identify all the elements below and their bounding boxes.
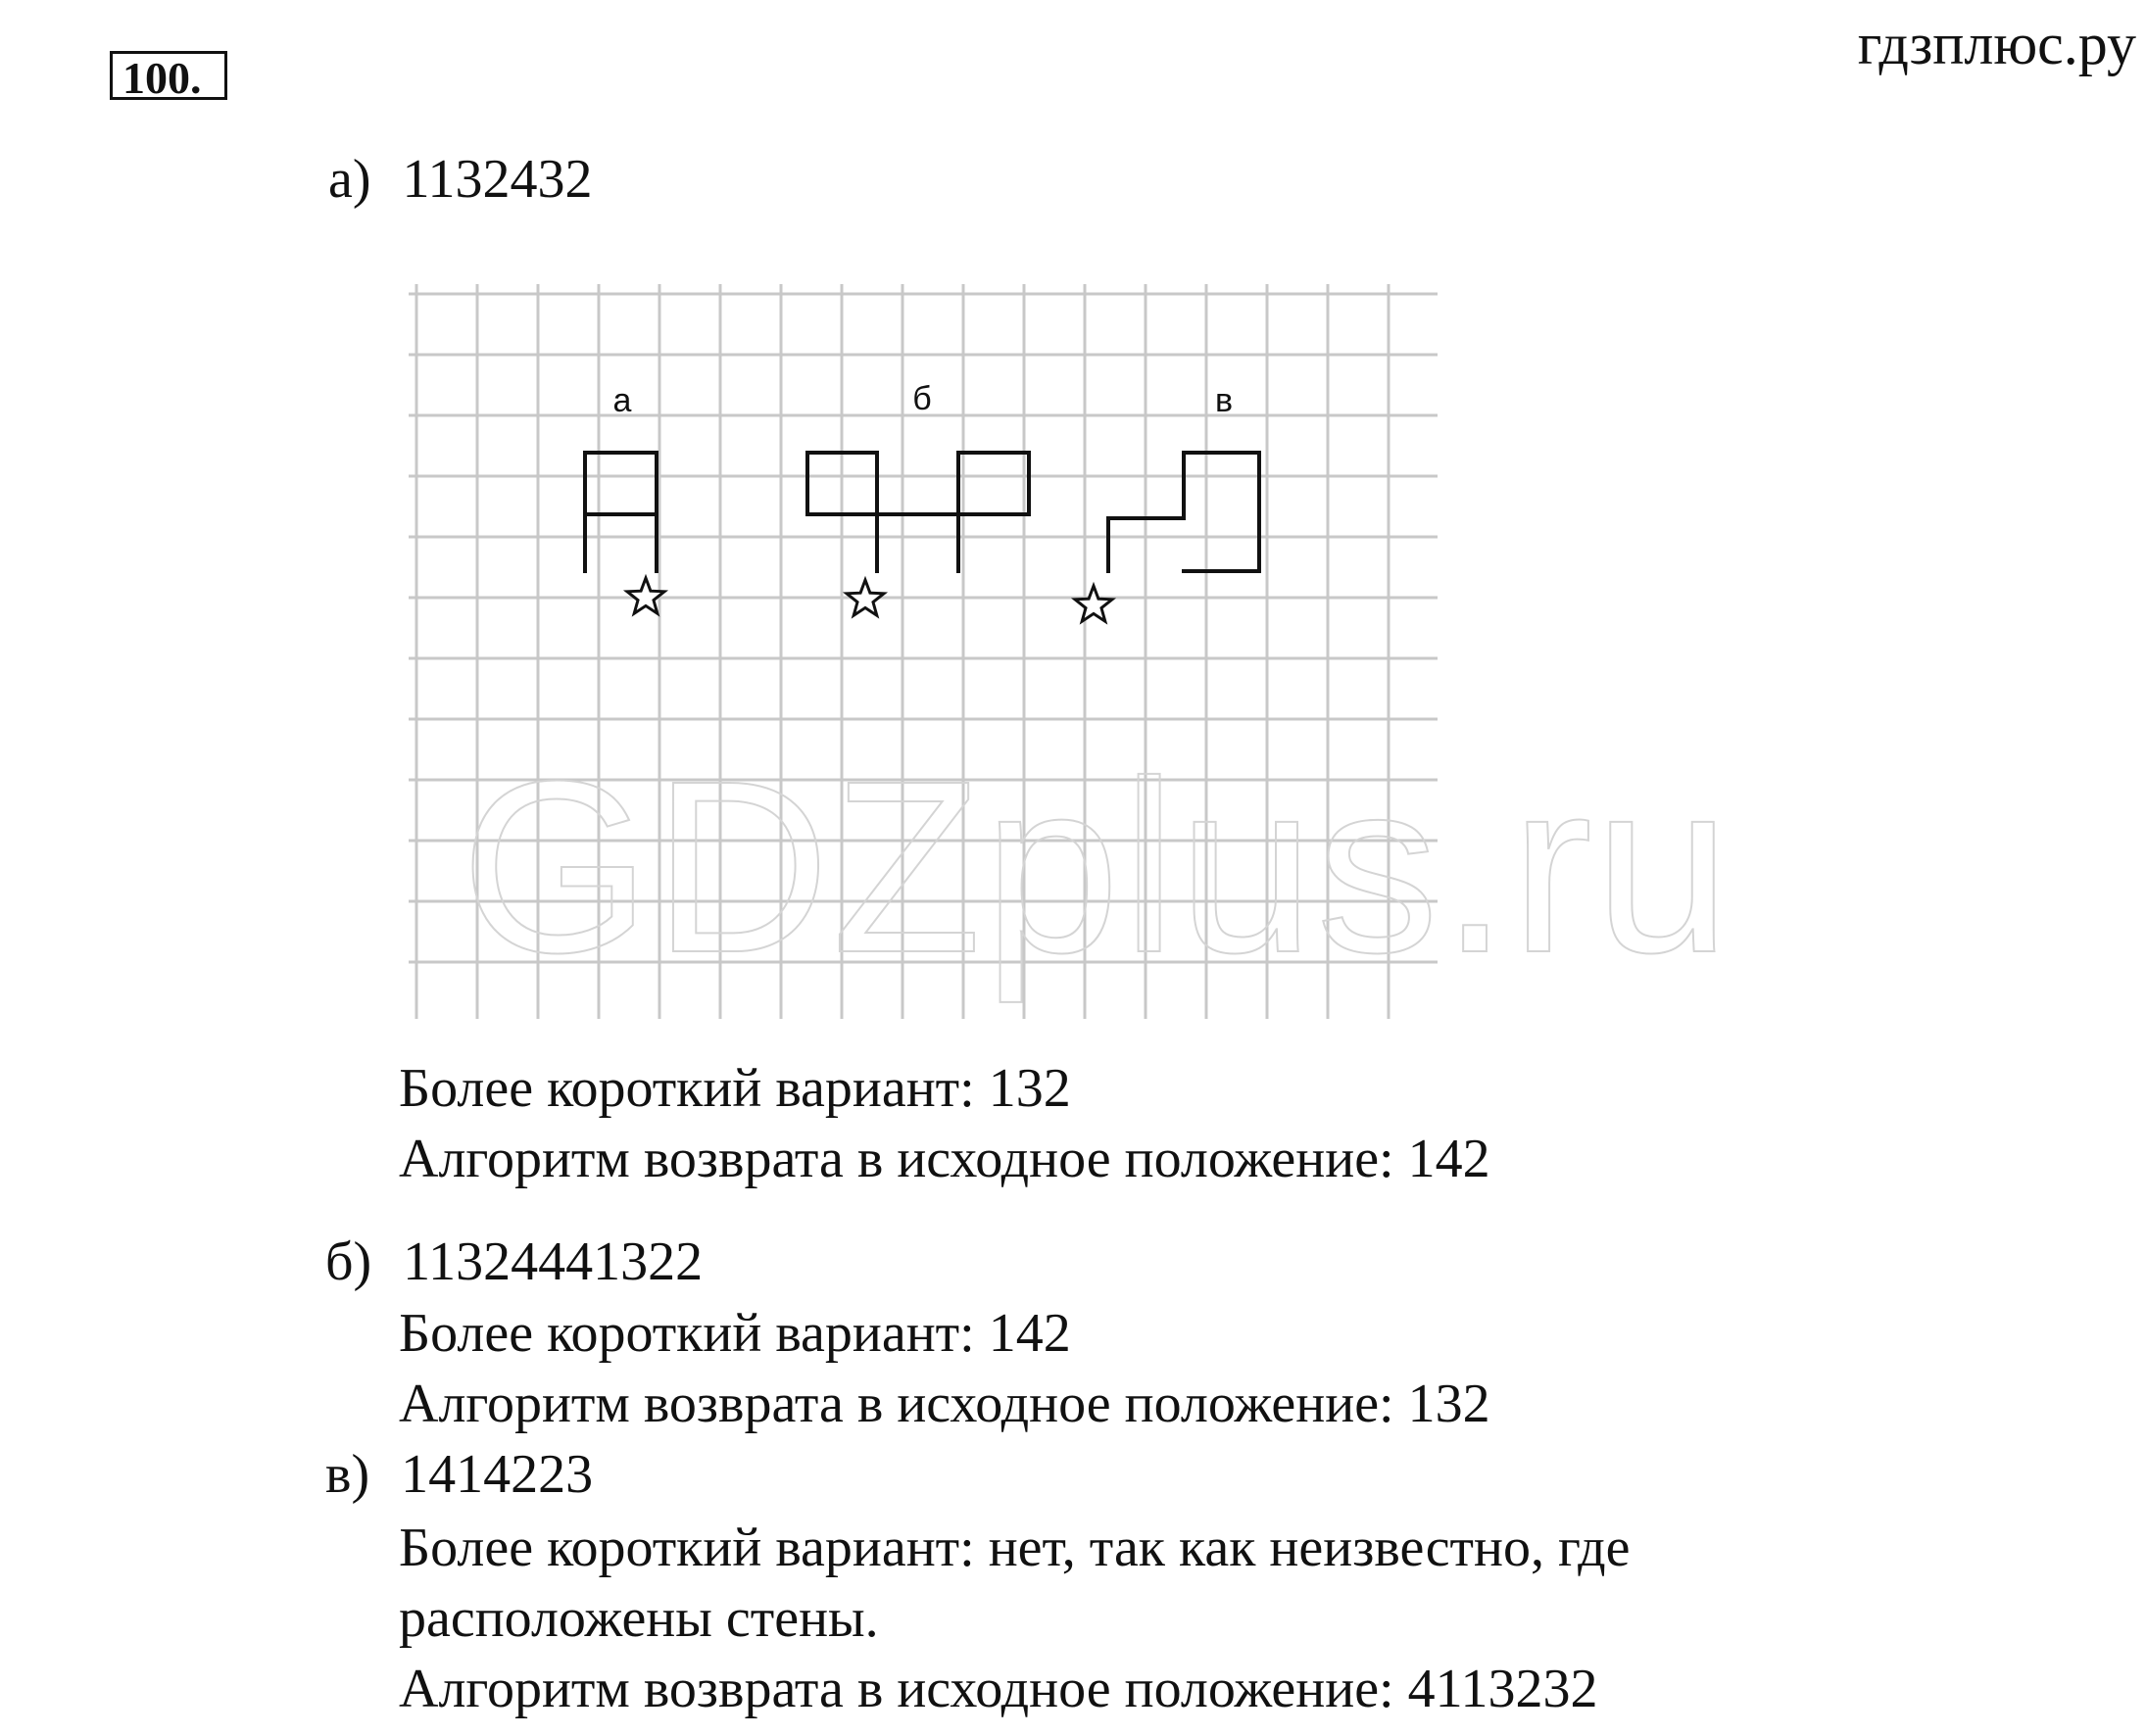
figure-path	[958, 453, 1029, 571]
site-name: гдзплюс.ру	[1857, 12, 2136, 76]
item-a-letter: а)	[328, 149, 371, 210]
item-c-return: Алгоритм возврата в исходное положение: 4113232	[399, 1659, 1598, 1719]
item-c-shorter-line1: Более короткий вариант: нет, так как неизвестно, где	[399, 1518, 1631, 1578]
task-number-box	[110, 51, 227, 103]
start-star-icon	[1075, 586, 1112, 621]
task-number: 100.	[122, 53, 202, 103]
start-star-icon	[847, 580, 884, 615]
item-b-letter: б)	[325, 1231, 372, 1292]
item-c-header	[325, 1442, 593, 1507]
item-c-letter: в)	[325, 1444, 370, 1505]
figure-label-3: в	[1214, 382, 1234, 419]
item-b-return: Алгоритм возврата в исходное положение: 132	[399, 1374, 1490, 1434]
watermark: GDZplus.ru	[461, 730, 1733, 1003]
figure-path	[585, 453, 657, 571]
item-a-return: Алгоритм возврата в исходное положение: 142	[399, 1129, 1490, 1189]
figure-label-2: б	[912, 380, 932, 417]
item-a-header	[328, 147, 592, 212]
item-c-program: 1414223	[401, 1444, 594, 1505]
item-b-shorter: Более короткий вариант: 142	[399, 1303, 1071, 1364]
item-c-shorter-line2: расположены стены.	[399, 1588, 879, 1649]
item-a-program: 1132432	[402, 149, 593, 210]
item-b-program: 11324441322	[403, 1231, 704, 1292]
figure-label-1: а	[612, 382, 632, 419]
item-b-header	[325, 1230, 703, 1294]
figure-path	[1184, 453, 1259, 571]
item-a-shorter: Более короткий вариант: 132	[399, 1058, 1071, 1119]
